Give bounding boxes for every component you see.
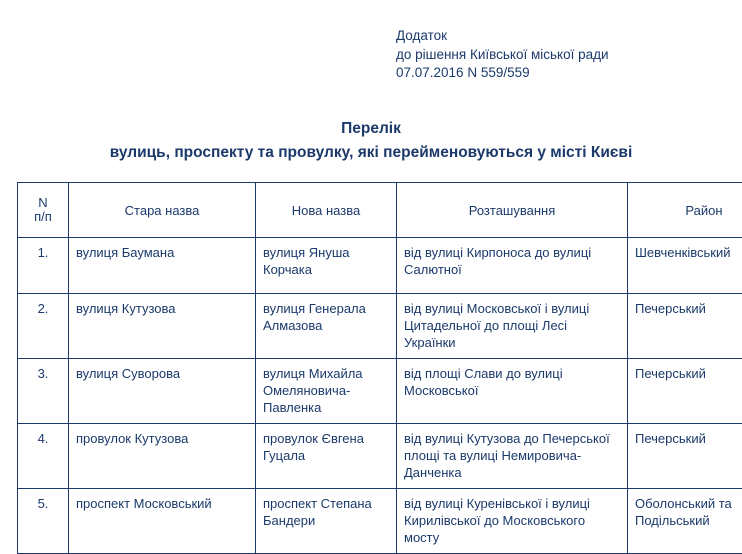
row-old-name: проспект Московський <box>69 489 256 554</box>
row-old-name: вулиця Баумана <box>69 238 256 294</box>
column-header-old-name: Стара назва <box>69 183 256 238</box>
column-header-number-line1: N <box>25 196 61 210</box>
table-row <box>18 424 742 489</box>
table-header-row <box>18 183 742 238</box>
row-location: від вулиці Кутузова до Печерської площі та вулиці Немировича-Данченка <box>397 424 628 489</box>
table-row <box>18 489 742 554</box>
row-number: 4. <box>18 424 69 489</box>
row-district: Оболонський та Подільський <box>628 489 742 554</box>
header-line-3: 07.07.2016 N 559/559 <box>396 64 609 83</box>
column-header-location: Розташування <box>397 183 628 238</box>
streets-table <box>17 182 742 554</box>
column-header-new-name: Нова назва <box>256 183 397 238</box>
row-new-name: вулиця Михайла Омеляновича-Павленка <box>256 359 397 424</box>
row-number: 5. <box>18 489 69 554</box>
row-location: від вулиці Московської і вулиці Цитадельної до площі Лесі Українки <box>397 294 628 359</box>
row-number: 2. <box>18 294 69 359</box>
table-row <box>18 294 742 359</box>
header-line-1: Додаток <box>396 27 609 46</box>
title-line-2: вулиць, проспекту та провулку, які перейменовуються у місті Києві <box>0 142 742 163</box>
row-new-name: провулок Євгена Гуцала <box>256 424 397 489</box>
row-old-name: вулиця Суворова <box>69 359 256 424</box>
row-district: Печерський <box>628 294 742 359</box>
row-district: Печерський <box>628 359 742 424</box>
table-row <box>18 359 742 424</box>
title-line-1: Перелік <box>0 118 742 139</box>
page-title <box>0 118 742 163</box>
row-old-name: вулиця Кутузова <box>69 294 256 359</box>
row-new-name: проспект Степана Бандери <box>256 489 397 554</box>
row-district: Печерський <box>628 424 742 489</box>
column-header-number <box>18 183 69 238</box>
row-location: від площі Слави до вулиці Московської <box>397 359 628 424</box>
row-district: Шевченківський <box>628 238 742 294</box>
row-location: від вулиці Куренівської і вулиці Кирилівської до Московського мосту <box>397 489 628 554</box>
row-new-name: вулиця Генерала Алмазова <box>256 294 397 359</box>
row-number: 1. <box>18 238 69 294</box>
column-header-district: Район <box>628 183 742 238</box>
column-header-number-line2: п/п <box>25 210 61 224</box>
table-row <box>18 238 742 294</box>
document-header <box>396 27 609 83</box>
row-old-name: провулок Кутузова <box>69 424 256 489</box>
row-new-name: вулиця Януша Корчака <box>256 238 397 294</box>
header-line-2: до рішення Київської міської ради <box>396 46 609 65</box>
row-location: від вулиці Кирпоноса до вулиці Салютної <box>397 238 628 294</box>
row-number: 3. <box>18 359 69 424</box>
